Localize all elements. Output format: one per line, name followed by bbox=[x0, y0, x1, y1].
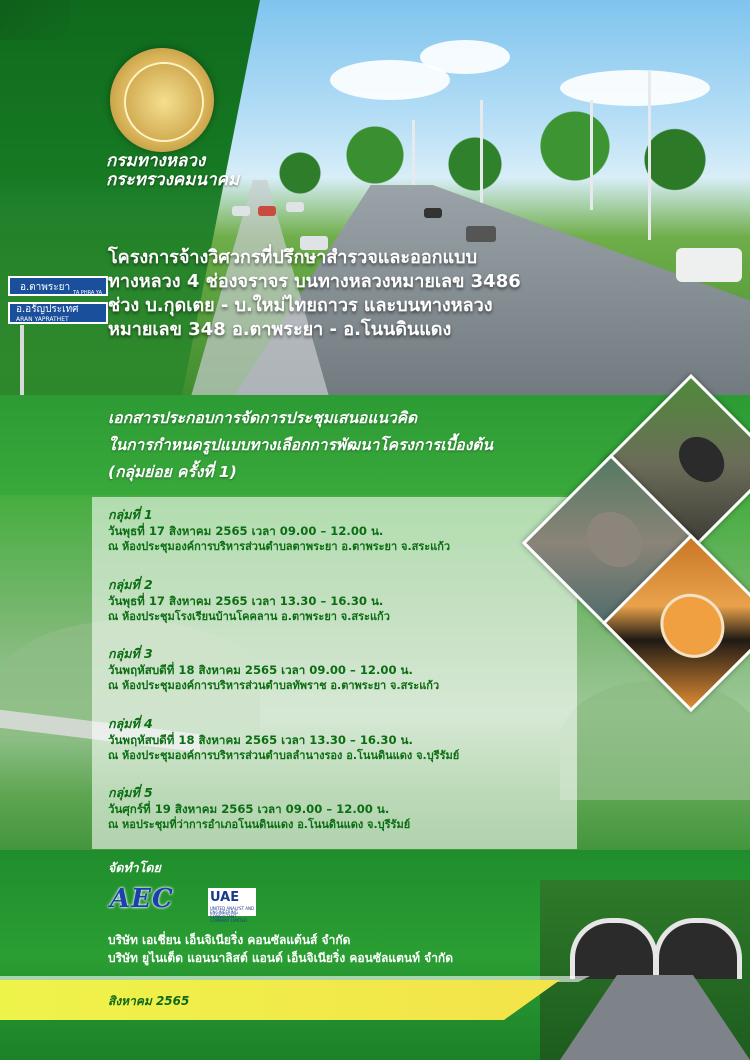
group-venue: ณ ห้องประชุมองค์การบริหารส่วนตำบลตาพระยา อ.ตาพระยา จ.สระแก้ว bbox=[108, 540, 451, 553]
group-venue: ณ ห้องประชุมองค์การบริหารส่วนตำบลทัพราช อ.ตาพระยา จ.สระแก้ว bbox=[108, 679, 440, 692]
pickup-truck bbox=[676, 248, 742, 282]
project-title-line: หมายเลข 348 อ.ตาพระยา - อ.โนนดินแดง bbox=[108, 319, 452, 340]
group-1 bbox=[108, 507, 578, 555]
sign-post bbox=[20, 325, 24, 395]
road-sign-subtext: ARAN YAPRATHET bbox=[16, 316, 69, 323]
group-5 bbox=[108, 785, 578, 833]
tiger-icon bbox=[647, 581, 738, 672]
project-title-line: โครงการจ้างวิศวกรที่ปรึกษาสำรวจและออกแบบ bbox=[108, 247, 478, 268]
car bbox=[466, 226, 496, 242]
agency-name-line2: กระทรวงคมนาคม bbox=[106, 170, 240, 190]
treeline bbox=[250, 110, 750, 200]
group-datetime: วันพุธที่ 17 สิงหาคม 2565 เวลา 09.00 – 12.00 น. bbox=[108, 524, 384, 538]
cloud bbox=[560, 70, 710, 106]
group-label: กลุ่มที่ 2 bbox=[108, 577, 153, 592]
group-label: กลุ่มที่ 1 bbox=[108, 507, 153, 522]
document-subtitle-line: ในการกำหนดรูปแบบทางเลือกการพัฒนาโครงการเบื้องต้น bbox=[108, 436, 493, 454]
group-venue: ณ หอประชุมที่ว่าการอำเภอโนนดินแดง อ.โนนดินแดง จ.บุรีรัมย์ bbox=[108, 818, 411, 831]
project-title-line: ทางหลวง 4 ช่องจราจร บนทางหลวงหมายเลข 3486 bbox=[108, 271, 521, 292]
cloud bbox=[420, 40, 510, 74]
road-sign-text: อ.อรัญประเทศ bbox=[16, 304, 79, 315]
power-pole bbox=[590, 100, 593, 210]
document-subtitle-line: (กลุ่มย่อย ครั้งที่ 1) bbox=[108, 463, 237, 481]
company-1: บริษัท เอเชี่ยน เอ็นจิเนียริ่ง คอนซัลแต้นส์ จำกัด bbox=[108, 933, 351, 947]
group-venue: ณ ห้องประชุมองค์การบริหารส่วนตำบลลำนางรอง อ.โนนดินแดง จ.บุรีรัมย์ bbox=[108, 749, 460, 762]
uae-logo-subtext: UNITED ANALYST AND ENGINEERING CONSULTANT COMPANY LIMITED bbox=[210, 906, 255, 923]
corner-decoration bbox=[0, 0, 70, 40]
project-title-line: ช่วง บ.กุดเตย - บ.ใหม่ไทยถาวร และบนทางหลวง bbox=[108, 295, 493, 316]
mountain bbox=[560, 680, 750, 800]
gaur-icon bbox=[670, 428, 734, 492]
document-subtitle bbox=[108, 405, 628, 486]
car bbox=[424, 208, 442, 218]
car bbox=[232, 206, 250, 216]
group-2 bbox=[108, 577, 578, 625]
group-datetime: วันพฤหัสบดีที่ 18 สิงหาคม 2565 เวลา 09.00 – 12.00 น. bbox=[108, 663, 413, 677]
group-datetime: วันพฤหัสบดีที่ 18 สิงหาคม 2565 เวลา 13.30 – 16.30 น. bbox=[108, 733, 413, 747]
agency-name bbox=[106, 152, 239, 190]
organizer-label: จัดทำโดย bbox=[108, 860, 161, 875]
group-label: กลุ่มที่ 4 bbox=[108, 716, 153, 731]
seal-emblem-icon bbox=[124, 62, 204, 142]
car bbox=[258, 206, 276, 216]
agency-name-line1: กรมทางหลวง bbox=[106, 151, 206, 171]
document-subtitle-line: เอกสารประกอบการจัดการประชุมเสนอแนวคิด bbox=[108, 409, 418, 427]
group-datetime: วันศุกร์ที่ 19 สิงหาคม 2565 เวลา 09.00 – 12.00 น. bbox=[108, 802, 390, 816]
project-title bbox=[108, 246, 578, 342]
aec-logo: AEC bbox=[110, 884, 174, 914]
road-sign-subtext: TA PHRA YA bbox=[73, 290, 102, 296]
power-pole bbox=[480, 100, 483, 210]
group-datetime: วันพุธที่ 17 สิงหาคม 2565 เวลา 13.30 – 16.30 น. bbox=[108, 594, 384, 608]
footer-yellow-stripe bbox=[0, 980, 560, 1020]
group-3 bbox=[108, 646, 578, 694]
power-pole bbox=[648, 70, 651, 240]
department-seal-logo bbox=[110, 48, 214, 152]
uae-logo bbox=[208, 888, 256, 923]
group-4 bbox=[108, 716, 578, 764]
road-sign-taphraya bbox=[8, 276, 108, 296]
company-2: บริษัท ยูไนเต็ด แอนนาลิสต์ แอนด์ เอ็นจิเนียริ่ง คอนซัลแตนท์ จำกัด bbox=[108, 951, 453, 965]
issue-date: สิงหาคม 2565 bbox=[108, 994, 190, 1008]
road-sign-aranyaprathet bbox=[8, 302, 108, 324]
car bbox=[286, 202, 304, 212]
elephant-icon bbox=[576, 501, 654, 579]
group-venue: ณ ห้องประชุมโรงเรียนบ้านโคคลาน อ.ตาพระยา จ.สระแก้ว bbox=[108, 610, 390, 623]
group-label: กลุ่มที่ 3 bbox=[108, 646, 153, 661]
group-label: กลุ่มที่ 5 bbox=[108, 785, 153, 800]
road-sign-text: อ.ตาพระยา bbox=[20, 282, 71, 293]
uae-logo-text: UAE bbox=[210, 890, 240, 905]
